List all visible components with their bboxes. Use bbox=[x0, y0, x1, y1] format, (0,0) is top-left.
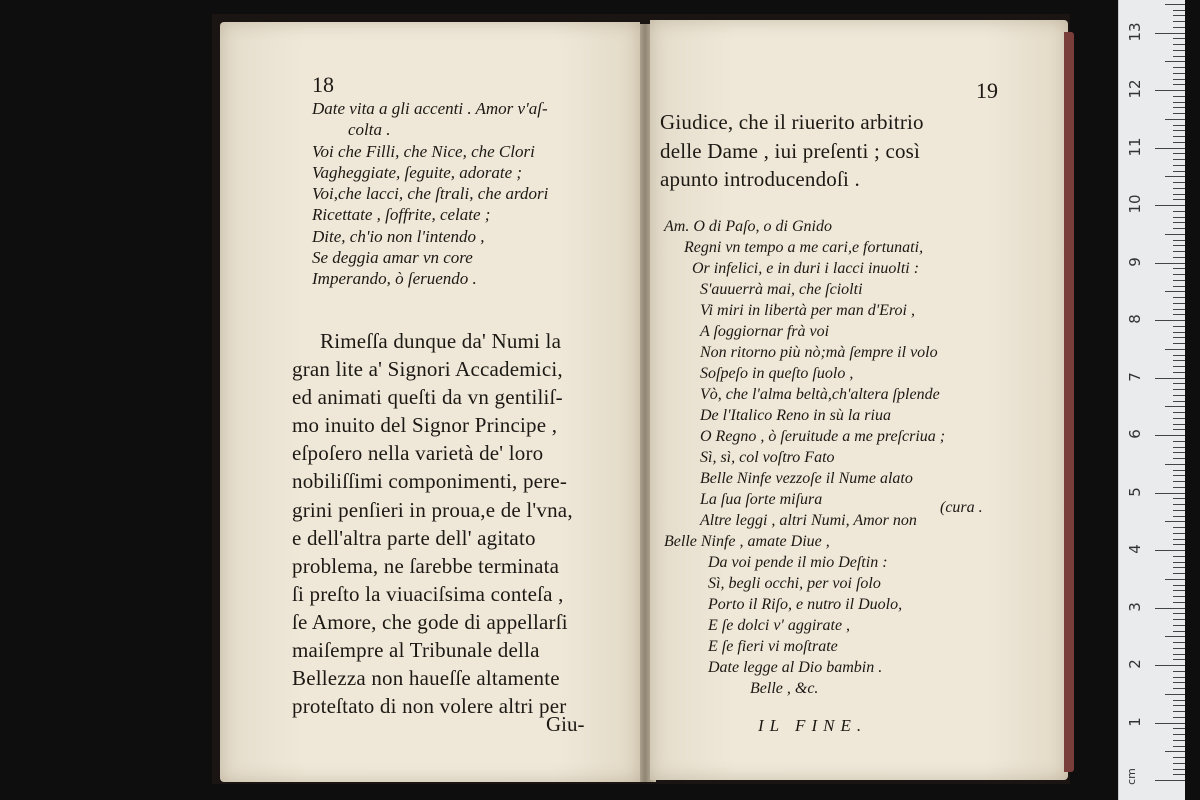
ruler-tick bbox=[1173, 194, 1185, 195]
measuring-ruler bbox=[1118, 0, 1185, 800]
ruler-tick bbox=[1155, 263, 1185, 264]
ruler-tick bbox=[1173, 360, 1185, 361]
ruler-tick bbox=[1173, 539, 1185, 540]
verse-line: Belle , &c. bbox=[750, 680, 819, 697]
ruler-tick bbox=[1173, 326, 1185, 327]
verse-line: Altre leggi , altri Numi, Amor non bbox=[700, 512, 917, 529]
ruler-tick bbox=[1155, 320, 1185, 321]
ruler-tick bbox=[1173, 585, 1185, 586]
ruler-tick bbox=[1173, 556, 1185, 557]
ruler-tick bbox=[1155, 148, 1185, 149]
left-prose bbox=[292, 327, 573, 720]
left-page bbox=[220, 22, 640, 782]
catchword: Giu- bbox=[546, 712, 585, 736]
ruler-tick bbox=[1173, 740, 1185, 741]
verse-line: O Regno , ò ſeruitude a me preſcriua ; bbox=[700, 428, 946, 445]
ruler-tick bbox=[1173, 510, 1185, 511]
ruler-tick bbox=[1173, 682, 1185, 683]
verse-line: Vagheggiate, ſeguite, adorate ; bbox=[312, 162, 523, 182]
prose-line: grini penſieri in proua,e de l'vna, bbox=[292, 497, 573, 522]
ruler-tick bbox=[1173, 659, 1185, 660]
ruler-tick bbox=[1155, 205, 1185, 206]
ruler-tick bbox=[1155, 780, 1185, 781]
ruler-tick bbox=[1173, 343, 1185, 344]
ruler-tick bbox=[1155, 723, 1185, 724]
ruler-tick bbox=[1173, 228, 1185, 229]
ruler-tick bbox=[1173, 337, 1185, 338]
ruler-tick bbox=[1155, 33, 1185, 34]
ruler-tick bbox=[1173, 142, 1185, 143]
ruler-tick bbox=[1173, 27, 1185, 28]
finis-label: IL FINE. bbox=[758, 716, 868, 735]
prose-line: Rimeſſa dunque da' Numi la bbox=[320, 329, 562, 353]
verse-line: Voi che Filli, che Nice, che Clori bbox=[312, 141, 535, 161]
ruler-tick bbox=[1155, 665, 1185, 666]
ruler-number: 10 bbox=[1126, 194, 1144, 214]
ruler-tick bbox=[1173, 769, 1185, 770]
ruler-tick bbox=[1173, 257, 1185, 258]
verse-line: Dite, ch'io non l'intendo , bbox=[312, 226, 485, 246]
ruler-tick bbox=[1173, 136, 1185, 137]
ruler-number: 3 bbox=[1126, 601, 1144, 612]
ruler-tick bbox=[1173, 280, 1185, 281]
prose-line: nobiliſſimi componimenti, pere- bbox=[292, 469, 568, 494]
prose-line: ſi preſto la viuaciſsima conteſa , bbox=[292, 581, 564, 606]
verse-line: E ſe dolci v' aggirate , bbox=[708, 617, 851, 634]
verse-line: Am. O di Paſo, o di Gnido bbox=[664, 218, 832, 235]
ruler-tick bbox=[1173, 153, 1185, 154]
ruler-tick bbox=[1173, 38, 1185, 39]
ruler-tick bbox=[1173, 619, 1185, 620]
ruler-tick bbox=[1165, 4, 1185, 5]
ruler-tick bbox=[1173, 562, 1185, 563]
ruler-tick bbox=[1173, 366, 1185, 367]
prose-line: e dell'altra parte dell' agitato bbox=[292, 525, 536, 550]
ruler-tick bbox=[1173, 125, 1185, 126]
ruler-tick bbox=[1173, 171, 1185, 172]
ruler-tick bbox=[1173, 332, 1185, 333]
ruler-tick bbox=[1173, 245, 1185, 246]
ruler-tick bbox=[1173, 286, 1185, 287]
ruler-tick bbox=[1173, 475, 1185, 476]
verse-line: Voi,che lacci, che ſtrali, che ardori bbox=[312, 184, 549, 204]
left-verse bbox=[312, 98, 548, 290]
ruler-number: 12 bbox=[1126, 79, 1144, 99]
ruler-tick bbox=[1173, 613, 1185, 614]
page-number: 18 bbox=[312, 72, 334, 97]
right-page bbox=[650, 20, 1068, 780]
ruler-tick bbox=[1173, 67, 1185, 68]
verse-line: Da voi pende il mio Deſtin : bbox=[708, 554, 888, 571]
ruler-tick bbox=[1173, 165, 1185, 166]
ruler-tick bbox=[1173, 481, 1185, 482]
ruler-tick bbox=[1165, 406, 1185, 407]
ruler-tick bbox=[1173, 15, 1185, 16]
ruler-tick bbox=[1173, 44, 1185, 45]
ruler-tick bbox=[1165, 349, 1185, 350]
verse-line: Sì, sì, col voſtro Fato bbox=[700, 449, 835, 466]
prose-line: proteſtato di non volere altri per bbox=[292, 694, 567, 719]
ruler-tick bbox=[1173, 688, 1185, 689]
ruler-tick bbox=[1173, 648, 1185, 649]
ruler-number: 4 bbox=[1126, 544, 1144, 554]
right-verse bbox=[664, 216, 945, 699]
ruler-tick bbox=[1173, 240, 1185, 241]
ruler-tick bbox=[1165, 234, 1185, 235]
verse-line: Imperando, ò ſeruendo . bbox=[312, 269, 477, 289]
prose-line: gran lite a' Signori Accademici, bbox=[292, 357, 563, 382]
prose-line: Bellezza non haueſſe altamente bbox=[292, 666, 560, 691]
verse-line: S'auuerrà mai, che ſciolti bbox=[700, 281, 863, 298]
ruler-tick bbox=[1173, 21, 1185, 22]
ruler-number: 8 bbox=[1126, 314, 1144, 324]
ruler-tick bbox=[1155, 378, 1185, 379]
ruler-number: 2 bbox=[1126, 659, 1144, 669]
ruler-tick bbox=[1173, 728, 1185, 729]
ruler-tick bbox=[1173, 452, 1185, 453]
verse-line: Regni vn tempo a me cari,e fortunati, bbox=[684, 239, 924, 256]
ruler-tick bbox=[1173, 774, 1185, 775]
ruler-tick bbox=[1173, 56, 1185, 57]
verse-line: Vò, che l'alma beltà,ch'altera ſplende bbox=[700, 386, 940, 403]
ruler-tick bbox=[1173, 107, 1185, 108]
verse-line: colta . bbox=[348, 120, 391, 140]
ruler-tick bbox=[1173, 429, 1185, 430]
ruler-tick bbox=[1173, 199, 1185, 200]
ruler-tick bbox=[1173, 113, 1185, 114]
ruler-tick bbox=[1173, 757, 1185, 758]
ruler-tick bbox=[1173, 596, 1185, 597]
ruler-tick bbox=[1155, 608, 1185, 609]
ruler-tick bbox=[1173, 746, 1185, 747]
ruler-number: 6 bbox=[1126, 429, 1144, 439]
ruler-tick bbox=[1173, 700, 1185, 701]
ruler-tick bbox=[1173, 268, 1185, 269]
ruler-number: 13 bbox=[1126, 21, 1144, 42]
ruler-tick bbox=[1173, 458, 1185, 459]
ruler-unit-label: cm bbox=[1124, 768, 1138, 785]
ruler-tick bbox=[1173, 487, 1185, 488]
ruler-tick bbox=[1173, 717, 1185, 718]
ruler-tick bbox=[1173, 418, 1185, 419]
ruler-tick bbox=[1165, 694, 1185, 695]
verse-line: Date vita a gli accenti . Amor v'aſ- bbox=[312, 99, 548, 118]
prose-line: Giudice, che il riuerito arbitrio bbox=[660, 110, 924, 134]
prose-line: problema, ne ſarebbe terminata bbox=[292, 553, 560, 578]
turnover-text: (cura . bbox=[940, 499, 983, 516]
ruler-tick bbox=[1173, 188, 1185, 189]
ruler-tick bbox=[1165, 521, 1185, 522]
ruler-number: 7 bbox=[1126, 371, 1144, 382]
prose-line: mo inuito del Signor Principe , bbox=[292, 413, 558, 438]
ruler-tick bbox=[1173, 654, 1185, 655]
ruler-tick bbox=[1173, 625, 1185, 626]
ruler-tick bbox=[1173, 10, 1185, 11]
ruler-number: 1 bbox=[1126, 716, 1144, 727]
ruler-tick bbox=[1173, 217, 1185, 218]
open-book bbox=[212, 14, 1070, 784]
ruler-tick bbox=[1173, 705, 1185, 706]
verse-line: A ſoggiornar frà voi bbox=[700, 323, 830, 340]
ruler-tick bbox=[1155, 435, 1185, 436]
ruler-tick bbox=[1165, 176, 1185, 177]
ruler-tick bbox=[1173, 73, 1185, 74]
right-intro bbox=[660, 108, 924, 194]
ruler-tick bbox=[1155, 493, 1185, 494]
ruler-tick bbox=[1155, 90, 1185, 91]
ruler-tick bbox=[1173, 372, 1185, 373]
prose-line: apunto introducendoſi . bbox=[660, 167, 860, 191]
ruler-tick bbox=[1173, 470, 1185, 471]
ruler-tick bbox=[1173, 763, 1185, 764]
prose-line: maiſempre al Tribunale della bbox=[292, 638, 540, 663]
ruler-tick bbox=[1165, 751, 1185, 752]
ruler-tick bbox=[1173, 441, 1185, 442]
ruler-tick bbox=[1173, 102, 1185, 103]
verse-line: Sì, begli occhi, per voi ſolo bbox=[708, 575, 881, 592]
verse-line: La ſua ſorte miſura bbox=[700, 491, 823, 508]
verse-line: Soſpeſo in queſto ſuolo , bbox=[700, 365, 854, 382]
ruler-tick bbox=[1165, 119, 1185, 120]
ruler-tick bbox=[1173, 671, 1185, 672]
verse-line: Date legge al Dio bambin . bbox=[708, 659, 883, 676]
verse-line: Ricettate , ſoffrite, celate ; bbox=[312, 205, 491, 225]
ruler-number: 5 bbox=[1126, 486, 1144, 497]
ruler-tick bbox=[1173, 303, 1185, 304]
ruler-tick bbox=[1173, 211, 1185, 212]
prose-line: delle Dame , iui preſenti ; così bbox=[660, 138, 921, 163]
verse-line: De l'Italico Reno in sù la riua bbox=[700, 407, 891, 424]
ruler-tick bbox=[1173, 573, 1185, 574]
ruler-tick bbox=[1173, 590, 1185, 591]
ruler-tick bbox=[1173, 50, 1185, 51]
ruler-tick bbox=[1173, 533, 1185, 534]
ruler-tick bbox=[1173, 383, 1185, 384]
ruler-tick bbox=[1173, 642, 1185, 643]
ruler-tick bbox=[1173, 389, 1185, 390]
ruler-tick bbox=[1173, 130, 1185, 131]
ruler-tick bbox=[1173, 544, 1185, 545]
ruler-tick bbox=[1173, 182, 1185, 183]
ruler-tick bbox=[1173, 424, 1185, 425]
ruler-tick bbox=[1173, 677, 1185, 678]
ruler-tick bbox=[1173, 602, 1185, 603]
prose-line: eſpoſero nella varietà de' loro bbox=[292, 441, 544, 466]
ruler-tick bbox=[1173, 309, 1185, 310]
verse-line: Vi miri in libertà per man d'Eroi , bbox=[700, 302, 915, 319]
ruler-tick bbox=[1173, 504, 1185, 505]
ruler-tick bbox=[1165, 291, 1185, 292]
ruler-tick bbox=[1173, 401, 1185, 402]
ruler-tick bbox=[1173, 395, 1185, 396]
verse-line: Belle Ninfe , amate Diue , bbox=[664, 533, 830, 550]
ruler-tick bbox=[1173, 527, 1185, 528]
ruler-tick bbox=[1173, 222, 1185, 223]
ruler-tick bbox=[1165, 61, 1185, 62]
page-edge bbox=[1064, 32, 1074, 772]
ruler-tick bbox=[1173, 96, 1185, 97]
ruler-tick bbox=[1173, 711, 1185, 712]
verse-line: Se deggia amar vn core bbox=[312, 248, 473, 268]
ruler-number: 11 bbox=[1126, 136, 1144, 157]
ruler-tick bbox=[1173, 274, 1185, 275]
verse-line: Belle Ninfe vezzoſe il Nume alato bbox=[700, 470, 913, 487]
ruler-tick bbox=[1173, 84, 1185, 85]
prose-line: ed animati queſti da vn gentiliſ- bbox=[292, 385, 563, 410]
ruler-tick bbox=[1173, 412, 1185, 413]
ruler-tick bbox=[1173, 314, 1185, 315]
page-number: 19 bbox=[976, 78, 998, 103]
prose-line: ſe Amore, che gode di appellarſi bbox=[292, 609, 568, 634]
ruler-tick bbox=[1173, 251, 1185, 252]
verse-line: Non ritorno più nò;mà ſempre il volo bbox=[700, 344, 938, 361]
ruler-tick bbox=[1173, 355, 1185, 356]
ruler-tick bbox=[1173, 734, 1185, 735]
verse-line: Porto il Riſo, e nutro il Duolo, bbox=[708, 596, 903, 613]
ruler-tick bbox=[1173, 631, 1185, 632]
ruler-tick bbox=[1173, 297, 1185, 298]
verse-line: Or infelici, e in duri i lacci inuolti : bbox=[692, 260, 920, 277]
ruler-tick bbox=[1173, 516, 1185, 517]
ruler-tick bbox=[1165, 464, 1185, 465]
ruler-tick bbox=[1173, 159, 1185, 160]
ruler-tick bbox=[1155, 550, 1185, 551]
ruler-number: 9 bbox=[1126, 256, 1144, 267]
ruler-tick bbox=[1173, 498, 1185, 499]
ruler-tick bbox=[1173, 567, 1185, 568]
ruler-tick bbox=[1173, 447, 1185, 448]
ruler-tick bbox=[1173, 79, 1185, 80]
ruler-tick bbox=[1165, 636, 1185, 637]
ruler-tick bbox=[1165, 579, 1185, 580]
verse-line: E ſe fieri vi moſtrate bbox=[708, 638, 838, 655]
